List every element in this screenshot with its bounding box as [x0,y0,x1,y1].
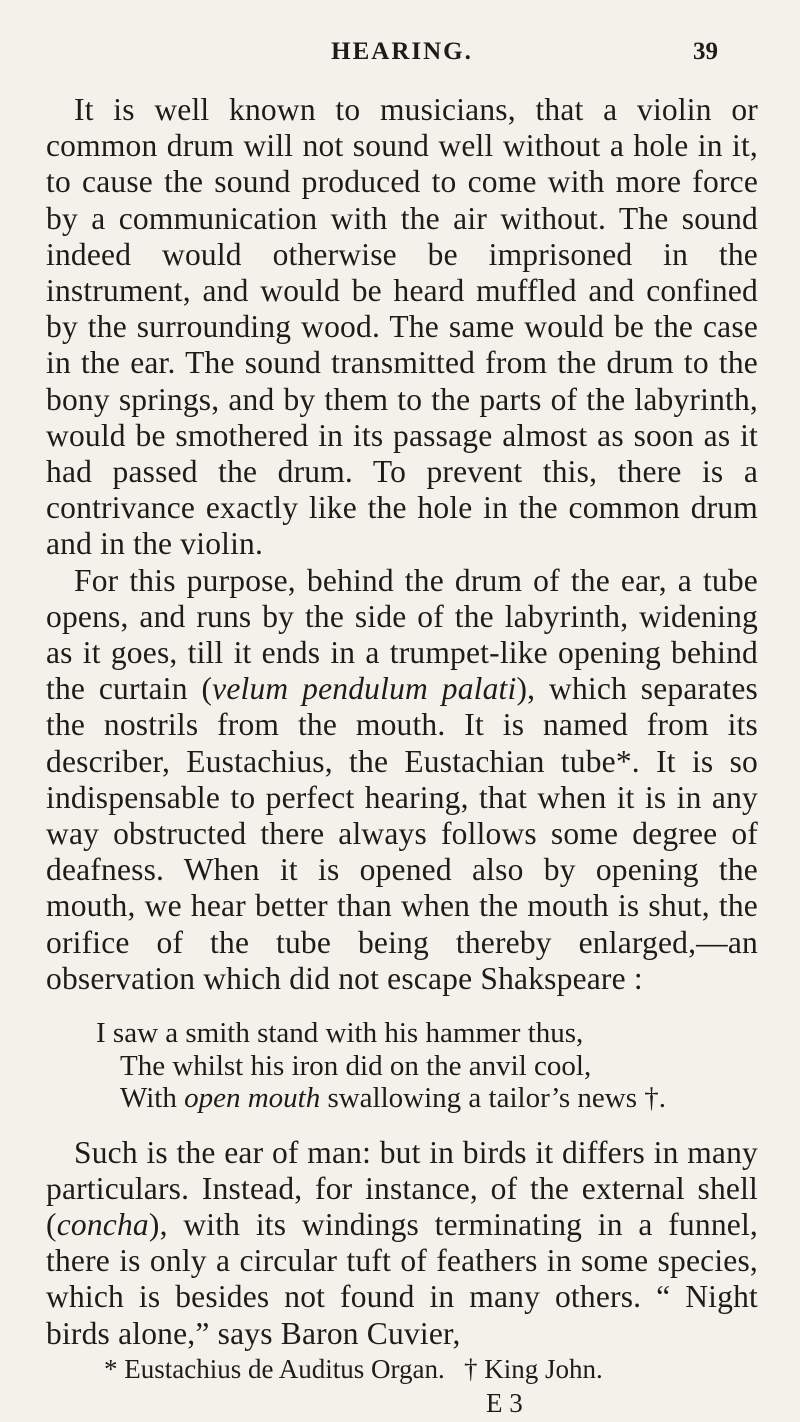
paragraph-2-text-a: For this purpose, behind the drum of the ear, a tube opens, and runs by the side of the labyrinth, widening as it goes, till it ends in a trumpet-like opening behind the curtain ( [46,562,758,707]
verse-line-3-italic: open mouth [184,1082,321,1115]
verse-line-3-a: With [120,1082,185,1115]
verse-line-3 [46,1082,758,1115]
page-number: 39 [693,38,718,65]
paragraph-2-text-b: ), which separates the nostrils from the mouth. It is named from its describer, Eustachius, the Eustachian tube*. It is so indispensable to perfect hearing, that when it is in any way obstructed there always follows some degree of deafness. When it is opened also by opening the mouth, we hear better than when the mouth is shut, the orifice of the tube being thereby enlarged,—an observation which did not escape Shakspeare : [46,671,758,996]
paragraph-2 [46,563,758,997]
running-head [46,38,758,82]
running-title: HEARING. [331,38,473,65]
verse-line-3-b: swallowing a tailor’s news †. [320,1082,667,1115]
footnote-1: * Eustachius de Auditus Organ. [104,1353,445,1384]
verse-line-2: The whilst his iron did on the anvil cool, [120,1049,592,1082]
paragraph-3-text-b: ), with its windings terminating in a funnel, there is only a circular tuft of feathers in some species, which is besides not found in many others. “ Night birds alone,” says Baron Cuvier, [46,1206,758,1351]
signature-row [46,1388,758,1422]
paragraph-2-latin: velum pendulum palati [212,671,517,707]
paragraph-3-text-a: Such is the ear of man: but in birds it differs in many particulars. Instead, for instance, of the external shell ( [46,1134,758,1242]
verse-line-1: I saw a smith stand with his hammer thus, [96,1017,584,1050]
paragraph-3 [46,1135,758,1352]
signature-mark: E 3 [486,1387,523,1418]
footnote-2: † King John. [464,1353,603,1384]
shakespeare-quotation [46,1017,758,1115]
paragraph-1: It is well known to musicians, that a violin or common drum will not sound well without a hole in it, to cause the sound produced to come with more force by a communication with the air without. The sound indeed would otherwise be imprisoned in the instrument, and would be heard muffled and confined by the surrounding wood. The same would be the case in the ear. The sound transmitted from the drum to the bony springs, and by them to the parts of the labyrinth, would be smothered in its passage almost as soon as it had passed the drum. To prevent this, there is a contrivance exactly like the hole in the common drum and in the violin. [46,92,758,562]
paragraph-3-latin: concha [56,1206,149,1242]
